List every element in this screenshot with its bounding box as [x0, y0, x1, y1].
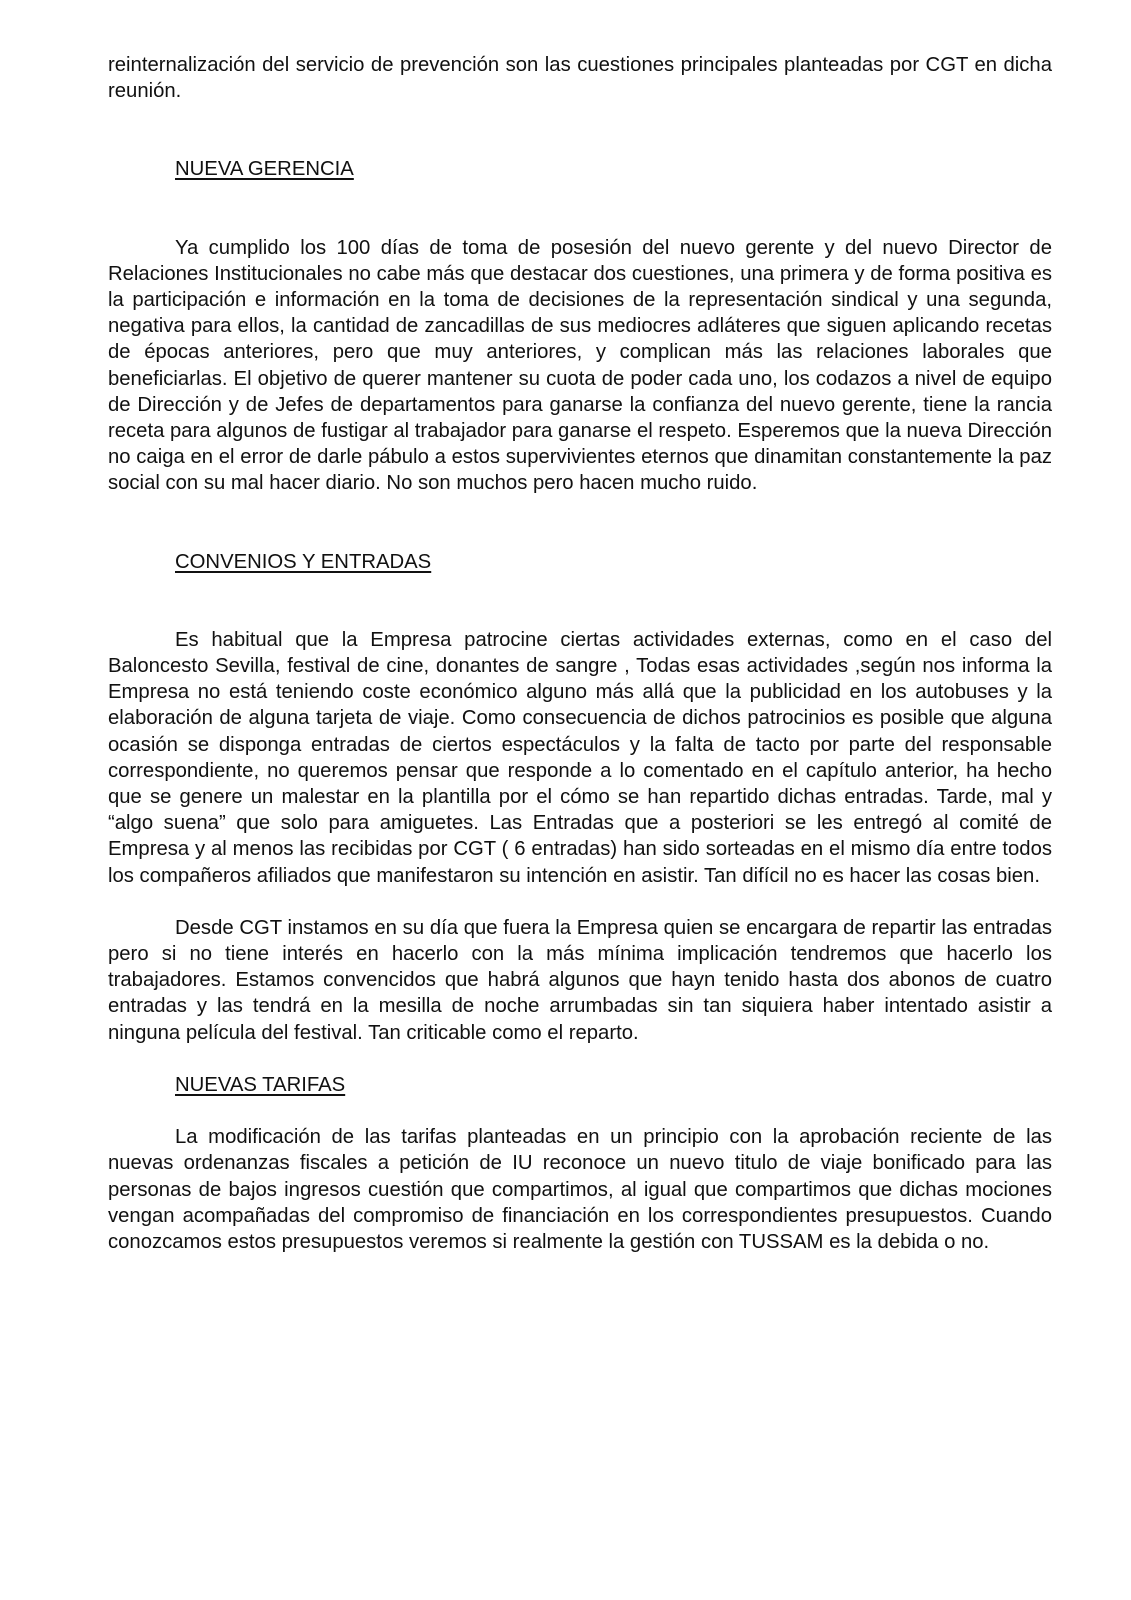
intro-continuation-paragraph: reinternalización del servicio de prevención son las cuestiones principales planteadas por CGT en dicha reunión. [108, 54, 1052, 103]
section-heading-convenios-y-entradas: CONVENIOS Y ENTRADAS [175, 550, 432, 573]
section-heading-nuevas-tarifas: NUEVAS TARIFAS [175, 1073, 346, 1096]
section-paragraph-convenios-2: Desde CGT instamos en su día que fuera la Empresa quien se encargara de repartir las entradas pero si no tiene interés en hacerlo con la más mínima implicación tendremos que hacerlo los trabajadores. Estamos convencidos que habrá algunos que hayn tenido hasta dos abonos de cuatro entradas y las tendrá en la mesilla de noche arrumbadas sin tan siquiera haber intentado asistir a ninguna película del festival. Tan criticable como el reparto. [108, 916, 1052, 1044]
section-paragraph-nueva-gerencia: Ya cumplido los 100 días de toma de posesión del nuevo gerente y del nuevo Director de Relaciones Institucionales no cabe más que destacar dos cuestiones, una primera y de forma positiva es la participación e información en la toma de decisiones de la representación sindical y una segunda, negativa para ellos, la cantidad de zancadillas de sus mediocres adláteres que siguen aplicando recetas de épocas anteriores, pero que muy anteriores, y complican más las relaciones laborales que beneficiarlas. El objetivo de querer mantener su cuota de poder cada uno, los codazos a nivel de equipo de Dirección y de Jefes de departamentos para ganarse la confianza del nuevo gerente, tiene la rancia receta para algunos de fustigar al trabajador para ganarse el respeto. Esperemos que la nueva Dirección no caiga en el error de darle pábulo a estos supervivientes eternos que dinamitan constantemente la paz social con su mal hacer diario. No son muchos pero hacen mucho ruido. [108, 236, 1052, 495]
document-page [108, 52, 1052, 1255]
section-paragraph-convenios-1: Es habitual que la Empresa patrocine ciertas actividades externas, como en el caso del Baloncesto Sevilla, festival de cine, donantes de sangre , Todas esas actividades ,según nos informa la Empresa no está teniendo coste económico alguno más allá que la publicidad en los autobuses y la elaboración de alguna tarjeta de viaje. Como consecuencia de dichos patrocinios es posible que alguna ocasión se disponga entradas de ciertos espectáculos y la falta de tacto por parte del responsable correspondiente, no queremos pensar que responde a lo comentado en el capítulo anterior, ha hecho que se genere un malestar en la plantilla por el cómo se han repartido dichas entradas. Tarde, mal y “algo suena” que solo para amiguetes. Las Entradas que a posteriori se les entregó al comité de Empresa y al menos las recibidas por CGT ( 6 entradas) han sido sorteadas en el mismo día entre todos los compañeros afiliados que manifestaron su intención en asistir. Tan difícil no es hacer las cosas bien. [108, 628, 1052, 887]
section-paragraph-nuevas-tarifas: La modificación de las tarifas planteadas en un principio con la aprobación reciente de las nuevas ordenanzas fiscales a petición de IU reconoce un nuevo titulo de viaje bonificado para las personas de bajos ingresos cuestión que compartimos, al igual que compartimos que dichas mociones vengan acompañadas del compromiso de financiación en los correspondientes presupuestos. Cuando conozcamos estos presupuestos veremos si realmente la gestión con TUSSAM es la debida o no. [108, 1126, 1052, 1253]
section-heading-nueva-gerencia: NUEVA GERENCIA [175, 158, 354, 181]
